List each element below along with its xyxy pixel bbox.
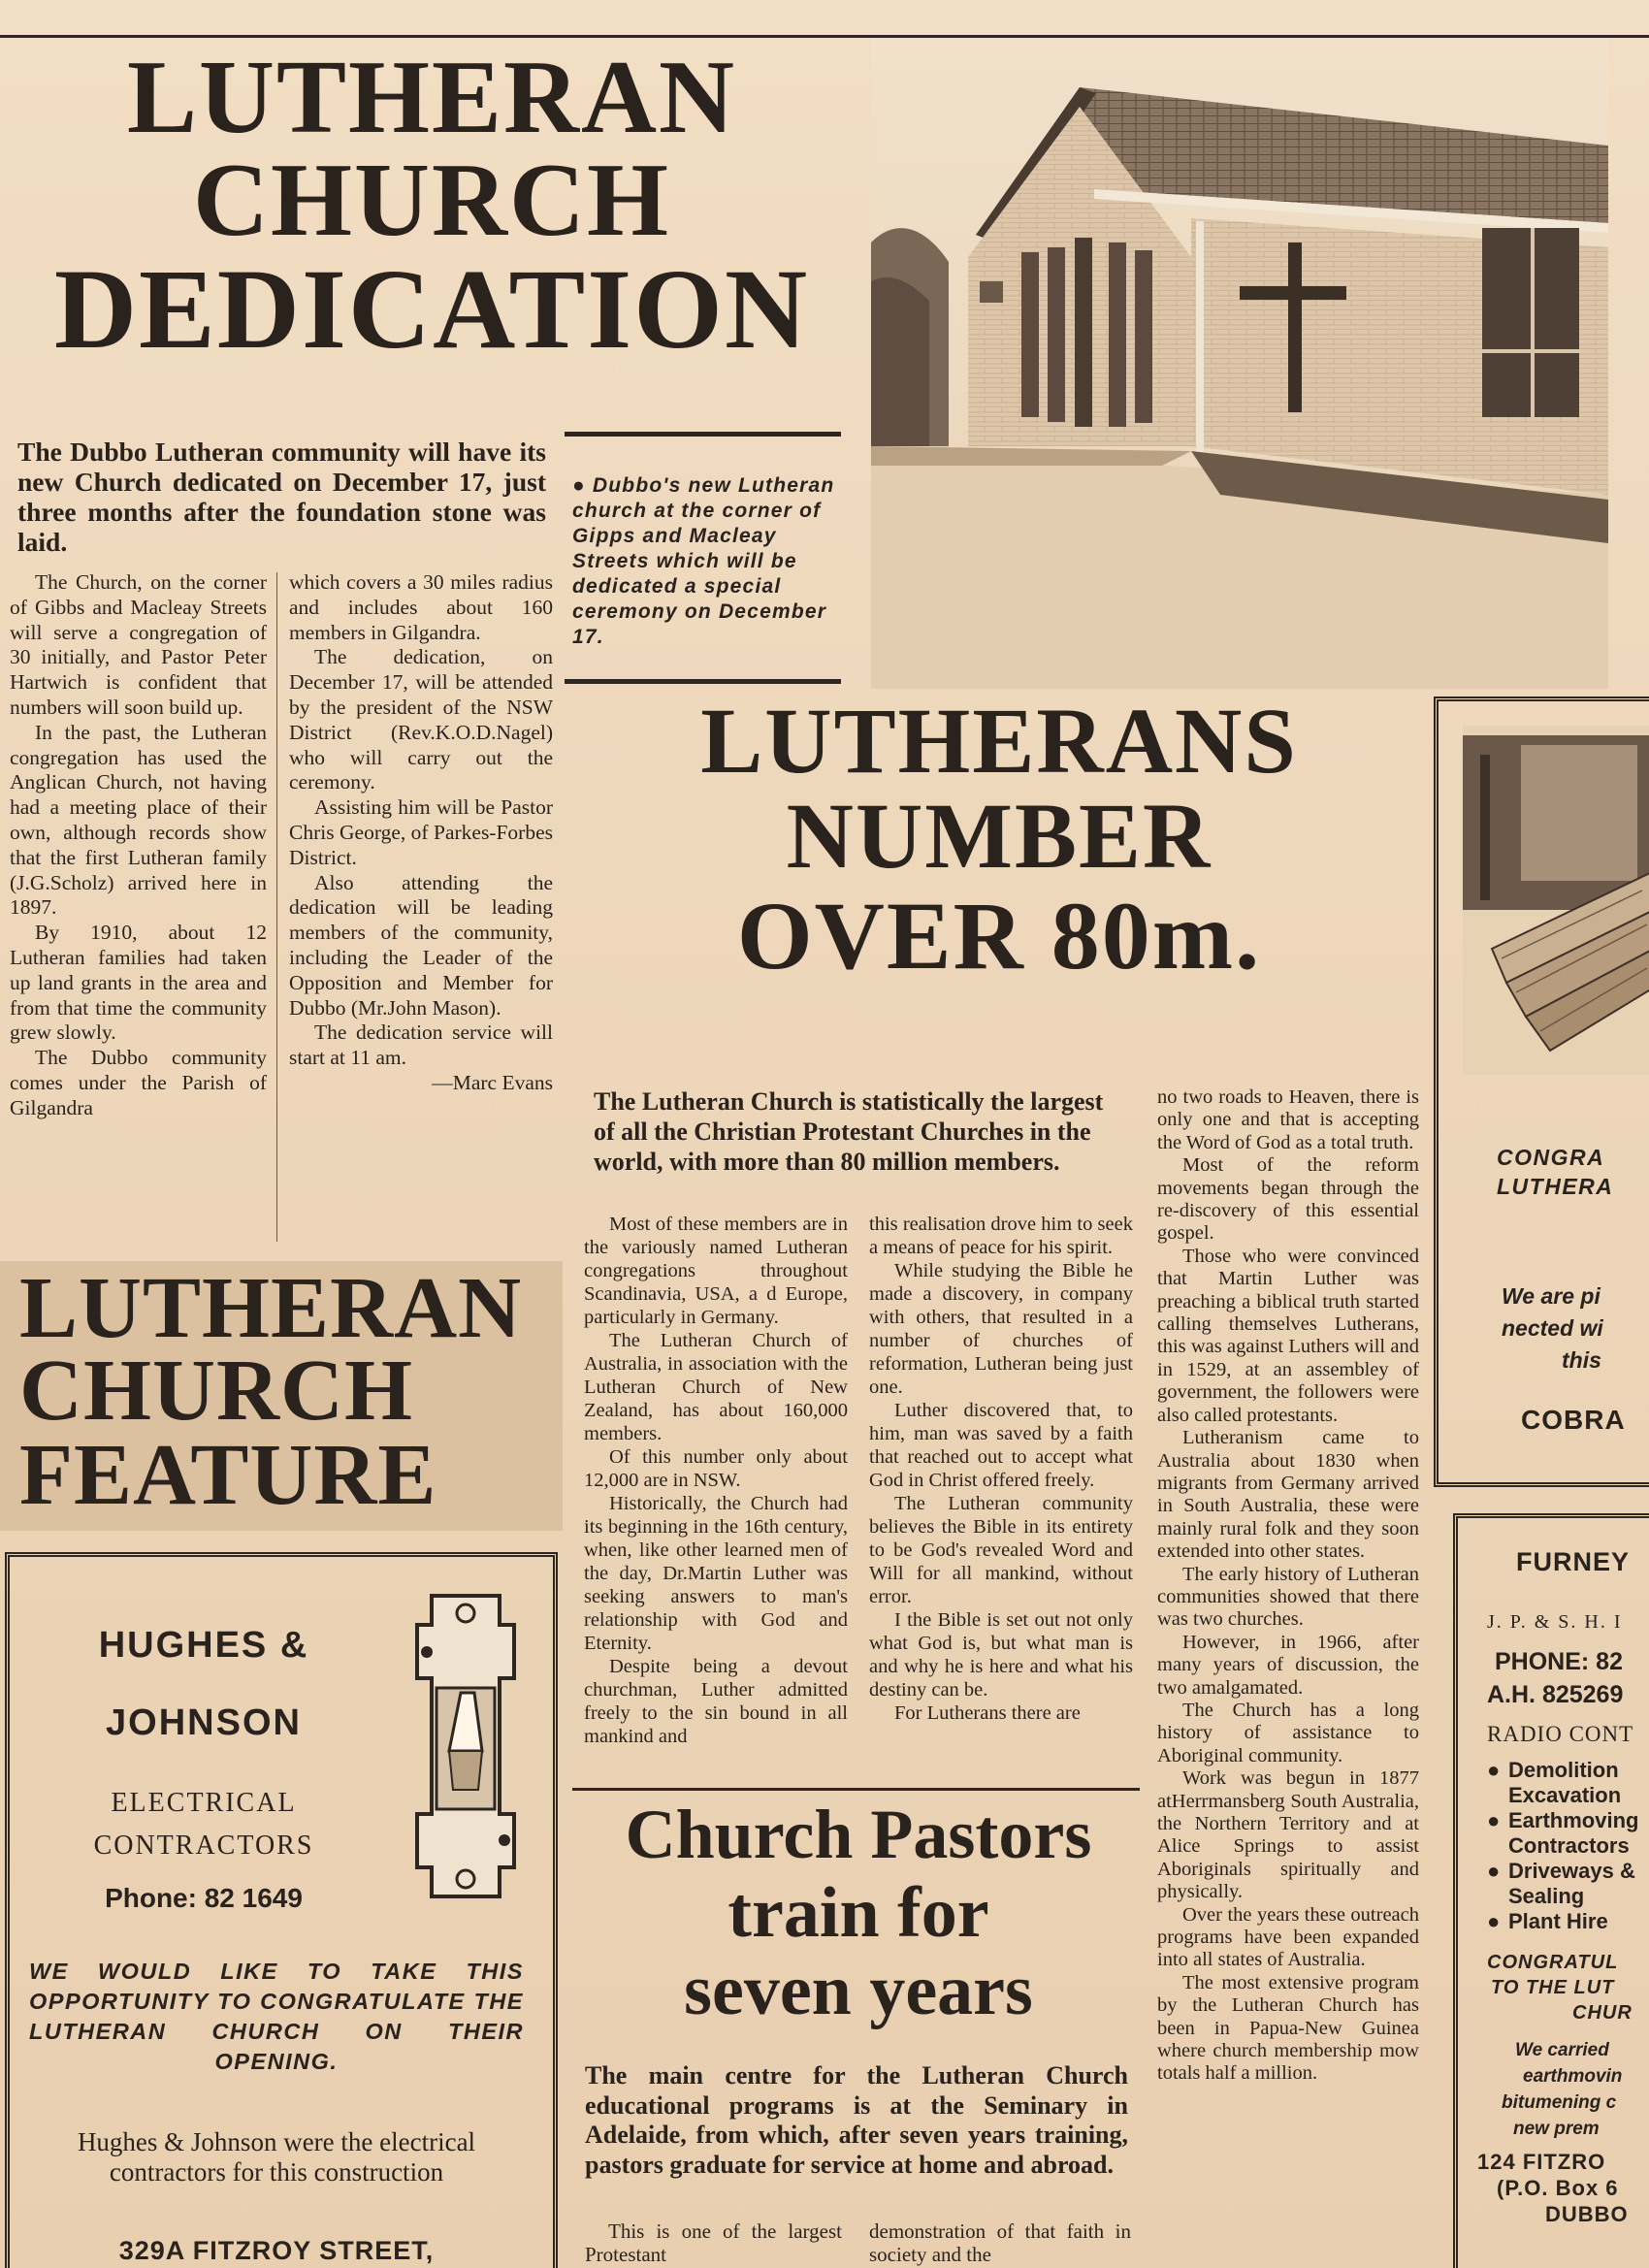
- text-line: this: [1562, 1347, 1601, 1373]
- byline: —Marc Evans: [432, 1070, 553, 1094]
- feature-banner-line: CHURCH: [19, 1343, 413, 1439]
- text-line: CONGRA: [1497, 1145, 1605, 1170]
- third-article-col2: demonstration of that faith in society and the: [869, 2219, 1131, 2266]
- paragraph: Despite being a devout churchman, Luther admitted freely to the sin bound in all mankind and: [584, 1656, 848, 1747]
- text-line: nected wi: [1502, 1315, 1603, 1341]
- light-switch-icon: [393, 1586, 538, 1906]
- second-article-col3: [1157, 1086, 1419, 2086]
- text-line: LUTHERA: [1497, 1174, 1614, 1199]
- caption-rule-top: [565, 432, 841, 437]
- text-line: CHUR: [1572, 2002, 1633, 2024]
- paragraph: Of this number only about 12,000 are in NSW.: [584, 1446, 848, 1491]
- feature-banner: [0, 1261, 563, 1531]
- third-headline-line: Church Pastors: [625, 1796, 1092, 1873]
- main-headline-line: DEDICATION: [53, 245, 810, 373]
- service-label: Driveways & Sealing: [1508, 1859, 1635, 1908]
- main-article-col2: [289, 570, 553, 1096]
- text-line: CONGRATUL: [1487, 1952, 1619, 1973]
- text-line: (P.O. Box 6: [1497, 2176, 1619, 2200]
- cobra-tagline: [1502, 1280, 1649, 1377]
- paragraph: The dedication service will start at 11 am.: [289, 1021, 553, 1070]
- paragraph: Lutheranism came to Australia about 1830 when migrants from Germany arrived in South Australia, these were mainly rural folk and they soon extended into other states.: [1157, 1427, 1419, 1563]
- bullet-icon: ●: [1487, 1909, 1501, 1933]
- furney-congrat: [1487, 1950, 1633, 2025]
- paragraph: Most of the reform movements began through the re-discovery of this essential gospel.: [1157, 1154, 1419, 1245]
- paragraph: The Church, on the corner of Gibbs and Macleay Streets will serve a congregation of 30 initially, and Pastor Peter Hartwich is confident that numbers will soon build up.: [10, 570, 267, 719]
- caption-rule-bottom: [565, 679, 841, 684]
- paragraph: no two roads to Heaven, there is only one and that is accepting the Word of God as a total truth.: [1157, 1086, 1419, 1153]
- paragraph: The dedication, on December 17, will be attended by the president of the NSW District (Rev.K.O.D.Nagel) who will carry out the ceremony.: [289, 645, 553, 794]
- furney-services: [1487, 1758, 1649, 1934]
- furney-ah: A.H. 825269: [1487, 1681, 1624, 1708]
- paragraph: Most of these members are in the variously named Lutheran congregations throughout Scandinavia, USA, a d Europe, particularly in Germany.: [584, 1214, 848, 1328]
- top-rule: [0, 35, 1649, 38]
- furney-ad: [1453, 1513, 1649, 2268]
- paragraph: The Dubbo community comes under the Parish of Gilgandra: [10, 1046, 267, 1119]
- furney-carried: [1502, 2037, 1622, 2142]
- text-line: DUBBO: [1545, 2202, 1629, 2226]
- second-article-col1: [584, 1213, 848, 1748]
- paragraph: While studying the Bible he made a discovery, in company with others, that resulted in a number of churches of reformation, Lutheran being just one.: [869, 1260, 1133, 1398]
- main-headline-line: LUTHERAN: [126, 40, 737, 155]
- bullet-icon: ●: [1487, 1808, 1501, 1832]
- second-headline-line: OVER 80m.: [736, 882, 1262, 989]
- service-label: Earthmoving Contractors: [1508, 1808, 1639, 1858]
- feature-banner-line: LUTHERAN: [19, 1260, 523, 1356]
- church-photo: [871, 39, 1608, 689]
- third-article-col1: This is one of the largest Protestant: [585, 2219, 842, 2266]
- cobra-name: COBRA: [1521, 1405, 1626, 1435]
- paragraph: this realisation drove him to seek a means of peace for his spirit.: [869, 1214, 1133, 1258]
- furney-radio: RADIO CONT: [1487, 1722, 1634, 1746]
- second-article-col2: [869, 1213, 1133, 1725]
- third-headline: [567, 1795, 1149, 2029]
- main-headline-line: CHURCH: [193, 143, 670, 258]
- paragraph: The most extensive program by the Lutheran Church has been in Papua-New Guinea where church membership mow totals half a million.: [1157, 1971, 1419, 2085]
- timber-stack-image: [1463, 726, 1649, 1075]
- text-line: We are pi: [1502, 1283, 1600, 1309]
- second-headline: [572, 689, 1426, 989]
- pastors-rule: [572, 1788, 1140, 1791]
- main-headline: [19, 40, 844, 373]
- service-item: [1487, 1909, 1649, 1934]
- service-label: Demolition Excavation: [1508, 1758, 1622, 1807]
- ad-message: WE WOULD LIKE TO TAKE THIS OPPORTUNITY TO CONGRATULATE THE LUTHERAN CHURCH ON THEIR OPENING.: [29, 1959, 524, 2074]
- paragraph: The Lutheran community believes the Bible in its entirety to be God's revealed Word and Will for all mankind, without error.: [869, 1493, 1133, 1607]
- bullet-icon: ●: [1487, 1758, 1501, 1782]
- paragraph: Luther discovered that, to him, man was saved by a faith that reached out to accept what God in Christ offered freely.: [869, 1400, 1133, 1491]
- ad-name-line: JOHNSON: [106, 1702, 302, 1743]
- paragraph: The Lutheran Church of Australia, in association with the Lutheran Church of New Zealand, has about 160,000 members.: [584, 1330, 848, 1444]
- church-building-image: [871, 39, 1608, 689]
- paragraph: which covers a 30 miles radius and includes about 160 members in Gilgandra.: [289, 570, 553, 644]
- paragraph: Historically, the Church had its beginning in the 16th century, when, like other learned men of the day, Dr.Martin Luther was seeking answers to man's relationship with God and Eternity.: [584, 1493, 848, 1654]
- ad-body: Hughes & Johnson were the electrical contractors for this construction: [77, 2127, 476, 2187]
- ad-trade-line: ELECTRICAL: [111, 1788, 297, 1818]
- text-line: new prem: [1513, 2119, 1600, 2139]
- furney-initials: J. P. & S. H. I: [1487, 1611, 1623, 1633]
- cobra-congrat: [1497, 1143, 1649, 1201]
- paragraph: I the Bible is set out not only what God is, but what man is and why he is here and what his destiny can be.: [869, 1609, 1133, 1701]
- ad-address: 329A FITZROY STREET,: [118, 2236, 435, 2265]
- paragraph: Over the years these outreach programs have been expanded into all states of Australia.: [1157, 1903, 1419, 1971]
- text-line: We carried: [1515, 2040, 1609, 2060]
- text-line: earthmovin: [1523, 2066, 1623, 2087]
- text-line: TO THE LUT: [1491, 1977, 1615, 1998]
- third-article-lead: The main centre for the Lutheran Church educational programs is at the Seminary in Adelaide, from which, after seven years training, pastors graduate for service at home and abroad.: [585, 2061, 1128, 2179]
- text-line: 124 FITZRO: [1477, 2150, 1606, 2174]
- service-label: Plant Hire: [1508, 1909, 1608, 1933]
- service-item: [1487, 1859, 1649, 1909]
- text-line: bitumening c: [1502, 2092, 1617, 2113]
- paragraph: However, in 1966, after many years of discussion, the two amalgamated.: [1157, 1631, 1419, 1699]
- cobra-ad: [1434, 697, 1649, 1487]
- furney-phone: PHONE: 82: [1495, 1648, 1623, 1675]
- paragraph: The Church has a long history of assistance to Aboriginal community.: [1157, 1699, 1419, 1766]
- ad-trade-line: CONTRACTORS: [93, 1831, 314, 1861]
- main-article-lead: The Dubbo Lutheran community will have its new Church dedicated on December 17, just three months after the foundation stone was laid.: [17, 437, 546, 557]
- service-item: [1487, 1808, 1649, 1859]
- paragraph: By 1910, about 12 Lutheran families had taken up land grants in the area and from that time the community grew slowly.: [10, 921, 267, 1045]
- third-headline-line: seven years: [684, 1951, 1033, 2030]
- second-headline-line: NUMBER: [786, 784, 1212, 888]
- ad-phone: Phone: 82 1649: [105, 1883, 303, 1913]
- second-headline-line: LUTHERANS: [700, 689, 1298, 793]
- paragraph: Work was begun in 1877 atHerrmansberg South Australia, the Northern Territory and at Alice Springs to assist Aboriginals spiritually and physically.: [1157, 1767, 1419, 1903]
- second-article-lead: The Lutheran Church is statistically the largest of all the Christian Protestant Churches in the world, with more than 80 million members.: [594, 1087, 1104, 1176]
- paragraph: For Lutherans there are: [894, 1702, 1081, 1724]
- paragraph: The early history of Lutheran communities showed that there was two churches.: [1157, 1563, 1419, 1631]
- paragraph: In the past, the Lutheran congregation has used the Anglican Church, not having had a meeting place of their own, although records show that the first Lutheran family (J.G.Scholz) arrived here in 1897.: [10, 720, 267, 920]
- paragraph: Also attending the dedication will be leading members of the community, including the Leader of the Opposition and Member for Dubbo (Mr.John Mason).: [289, 870, 553, 1020]
- main-article-col1: [10, 570, 267, 1121]
- furney-address: [1477, 2149, 1629, 2227]
- paragraph: Those who were convinced that Martin Luther was preaching a biblical truth started calling themselves Lutherans, this was against Luthers will and in 1529, at an assembley of government, the followers were also called protestants.: [1157, 1245, 1419, 1426]
- ad-name-line: HUGHES &: [98, 1625, 309, 1666]
- third-headline-line: train for: [728, 1873, 989, 1953]
- hughes-johnson-ad: [5, 1552, 558, 2268]
- photo-caption: ● Dubbo's new Lutheran church at the corner of Gipps and Macleay Streets which will be dedicated a special ceremony on December 17.: [572, 474, 835, 648]
- feature-banner-line: FEATURE: [19, 1427, 437, 1523]
- service-item: [1487, 1758, 1649, 1808]
- paragraph: Assisting him will be Pastor Chris George, of Parkes-Forbes District.: [289, 795, 553, 869]
- bullet-icon: ●: [1487, 1859, 1501, 1883]
- furney-name: FURNEY: [1516, 1547, 1631, 1576]
